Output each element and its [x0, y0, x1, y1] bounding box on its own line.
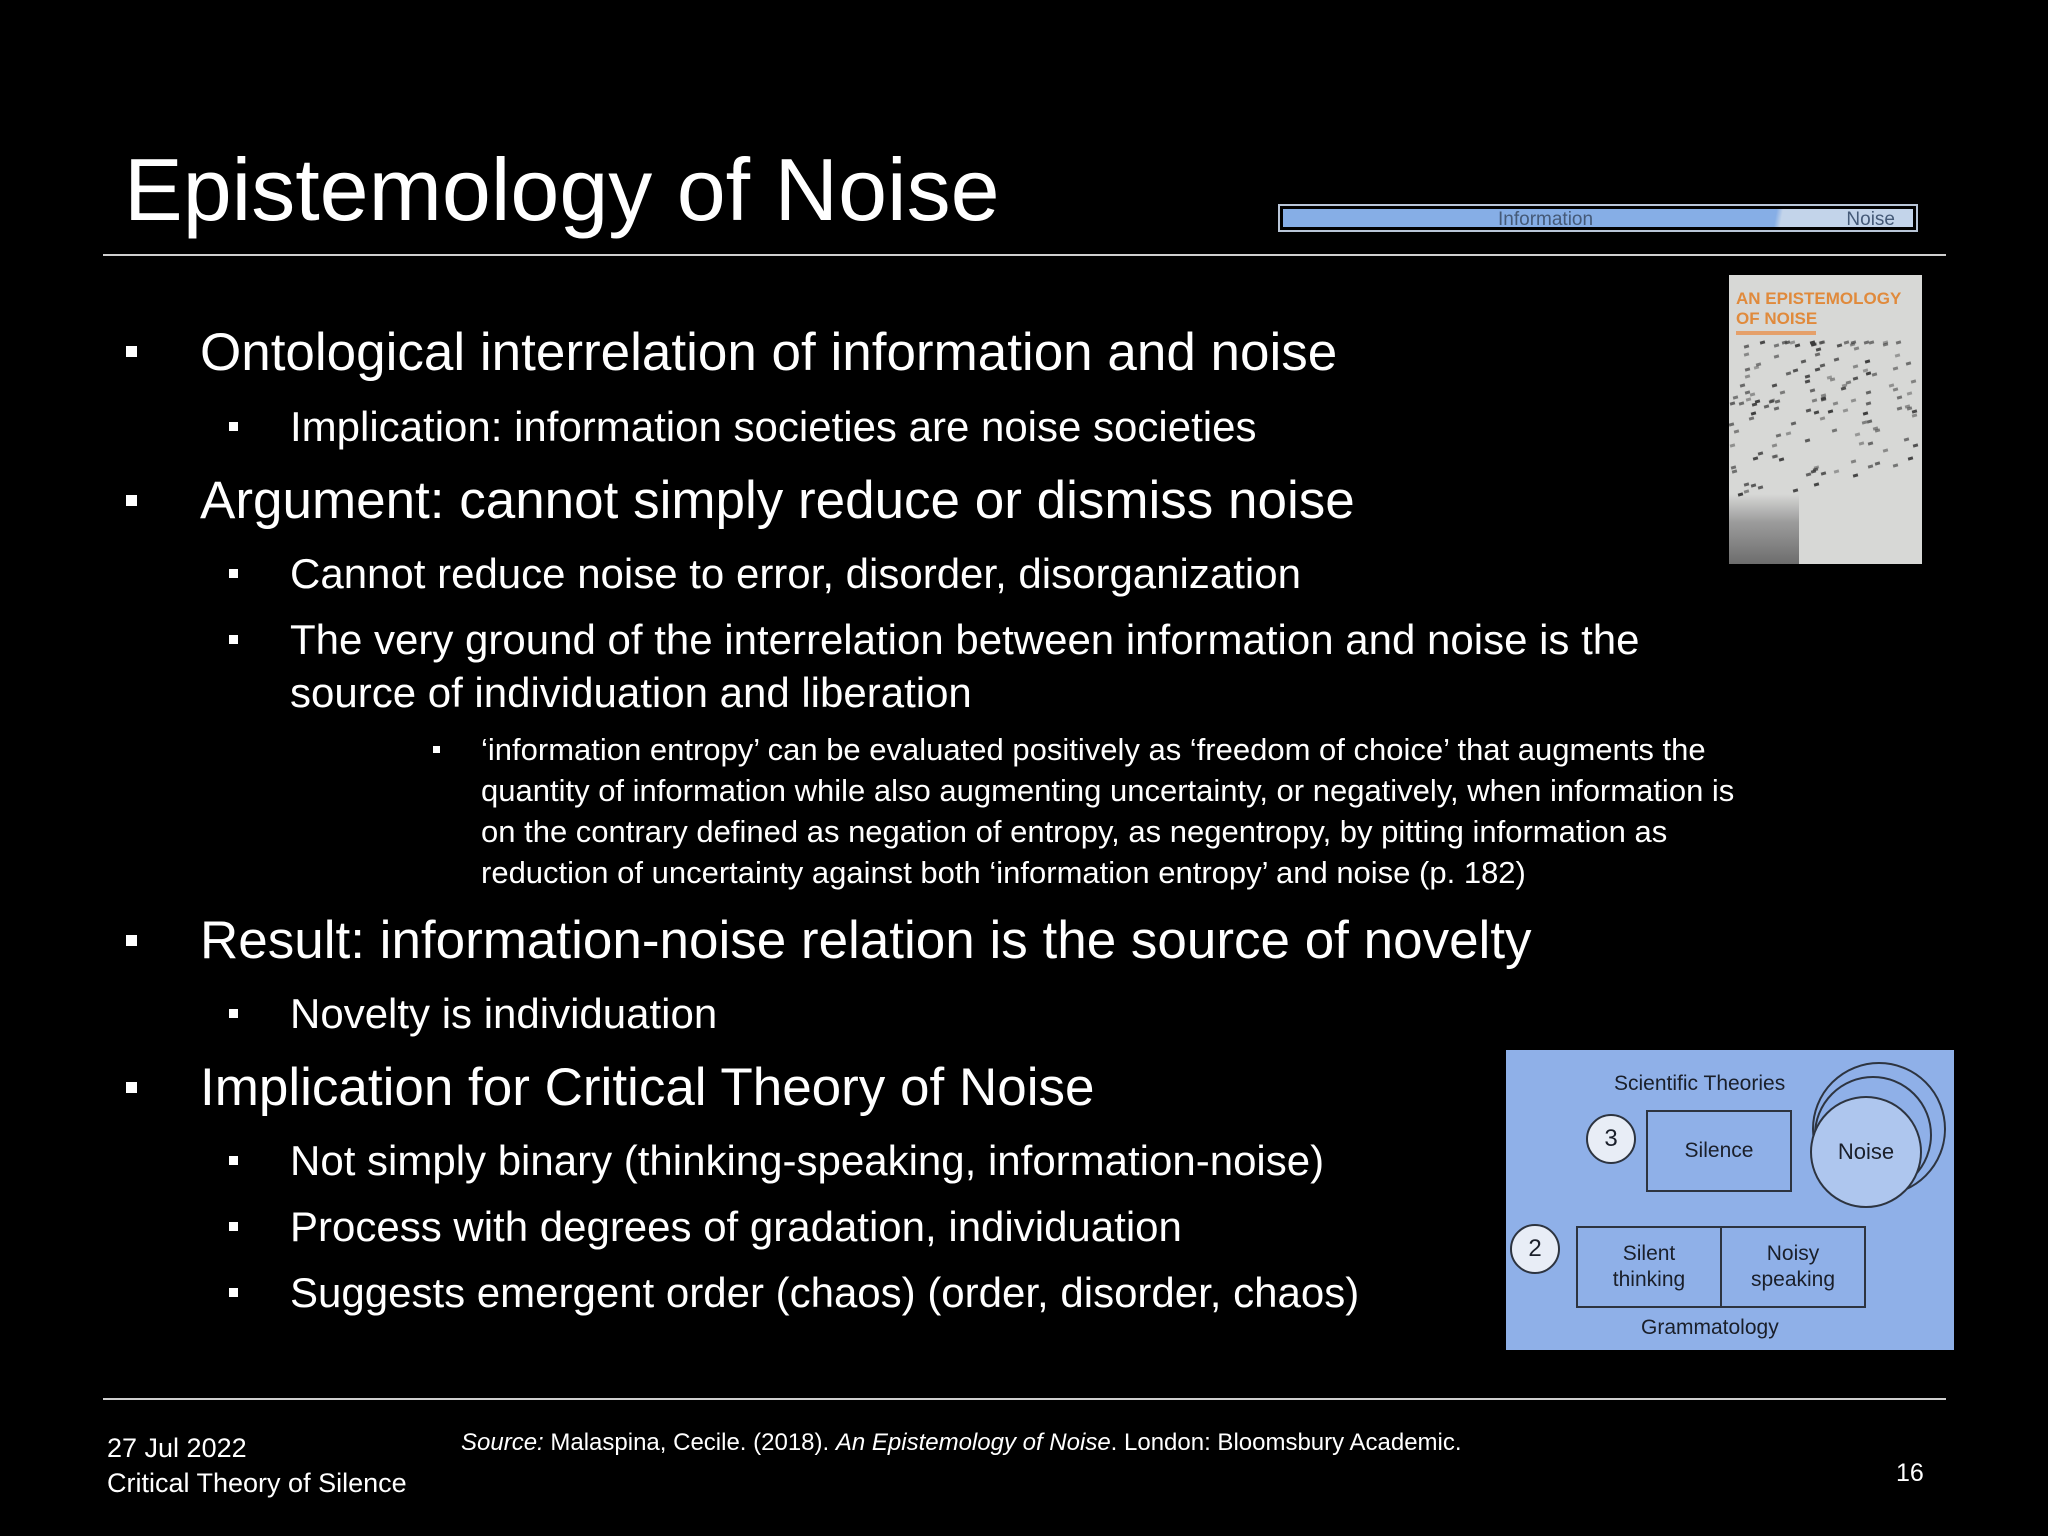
book-bird-mark: [1851, 399, 1857, 403]
bullet-marker: [229, 1288, 238, 1297]
book-bird-mark: [1751, 411, 1757, 415]
book-bird-mark: [1861, 420, 1867, 424]
book-bird-mark: [1908, 457, 1914, 461]
book-bird-mark: [1895, 340, 1901, 344]
book-bird-mark: [1774, 355, 1780, 359]
book-bird-mark: [1874, 462, 1880, 466]
diagram-number-2: 2: [1510, 1224, 1560, 1274]
book-bird-mark: [1868, 464, 1874, 468]
bullet-marker: [126, 495, 137, 506]
book-bird-mark: [1863, 412, 1869, 416]
book-bird-mark: [1738, 402, 1744, 406]
diagram-speaking-label: speaking: [1750, 1268, 1836, 1291]
book-bird-mark: [1752, 456, 1758, 460]
book-bird-mark: [1733, 395, 1739, 399]
book-bird-mark: [1842, 408, 1848, 412]
book-bird-mark: [1791, 421, 1797, 425]
book-bird-mark: [1819, 416, 1825, 420]
book-bird-mark: [1744, 352, 1750, 356]
book-bird-mark: [1911, 379, 1917, 383]
diagram-noisy-label: Noisy: [1766, 1242, 1820, 1265]
book-bird-mark: [1866, 390, 1872, 394]
book-bird-mark: [1743, 482, 1749, 486]
book-bird-mark: [1889, 383, 1895, 387]
bullet-marker: [229, 1156, 238, 1165]
book-bird-mark: [1821, 397, 1827, 401]
book-bird-mark: [1739, 383, 1745, 387]
information-noise-spectrum: [1278, 204, 1918, 232]
quote-line-3: on the contrary defined as negation of entropy, as negentropy, by pitting information as: [481, 814, 1668, 849]
book-bird-mark: [1821, 471, 1827, 475]
book-bird-mark: [1751, 484, 1757, 488]
book-bird-mark: [1865, 360, 1871, 364]
book-bird-mark: [1793, 369, 1799, 373]
quote-line-2: quantity of information while also augmenting uncertainty, or negatively, when information is: [481, 773, 1735, 808]
quote-line-1: ‘information entropy’ can be evaluated positively as ‘freedom of choice’ that augments the: [481, 732, 1706, 767]
book-bird-mark: [1815, 347, 1821, 351]
book-bird-mark: [1772, 443, 1778, 447]
book-bird-mark: [1892, 387, 1898, 391]
book-bird-mark: [1745, 398, 1751, 402]
bullet-very-ground-line2: source of individuation and liberation: [290, 669, 972, 716]
book-bird-mark: [1814, 352, 1820, 356]
book-bird-mark: [1786, 372, 1792, 376]
slide-title: Epistemology of Noise: [124, 140, 1000, 239]
book-bird-mark: [1757, 452, 1763, 456]
diagram-number-3: 3: [1586, 1114, 1636, 1164]
book-bird-mark: [1834, 358, 1840, 362]
book-bird-mark: [1776, 433, 1782, 437]
bullet-very-ground-line1: The very ground of the interrelation between information and noise is the: [290, 616, 1640, 663]
bullet-cannot-reduce: Cannot reduce noise to error, disorder, disorganization: [290, 550, 1301, 597]
bullet-marker: [229, 1222, 238, 1231]
bullet-implication-critical: Implication for Critical Theory of Noise: [200, 1058, 1095, 1117]
book-bird-mark: [1774, 406, 1780, 410]
book-bird-mark: [1729, 422, 1734, 426]
book-bird-mark: [1820, 363, 1826, 367]
bullet-marker: [229, 635, 238, 644]
book-bird-mark: [1755, 400, 1761, 404]
spectrum-noise-label: Noise: [1846, 209, 1895, 230]
book-bird-mark: [1866, 401, 1872, 405]
bullet-marker: [126, 1082, 137, 1093]
book-bird-mark: [1805, 379, 1811, 383]
book-bird-mark: [1744, 367, 1750, 371]
footer-course-title: Critical Theory of Silence: [107, 1468, 407, 1498]
book-bird-mark: [1906, 391, 1912, 395]
book-bird-mark: [1855, 432, 1861, 436]
book-bird-mark: [1845, 380, 1851, 384]
source-author: Malaspina, Cecile. (2018).: [543, 1429, 836, 1456]
book-bird-mark: [1793, 488, 1799, 492]
source-book-title: An Epistemology of Noise: [835, 1429, 1111, 1456]
book-bird-mark: [1774, 344, 1780, 348]
book-bird-mark: [1827, 409, 1833, 413]
book-bird-mark: [1853, 364, 1859, 368]
book-bird-mark: [1869, 340, 1875, 344]
diagram-scientific-theories-label: Scientific Theories: [1614, 1072, 1786, 1095]
book-bird-mark: [1801, 359, 1807, 363]
diagram-grammatology-label: Grammatology: [1641, 1316, 1779, 1339]
bullet-emergent-order: Suggests emergent order (chaos) (order, disorder, chaos): [290, 1269, 1360, 1316]
diagram-noisy-speaking-box: [1720, 1226, 1866, 1308]
book-bird-mark: [1897, 407, 1903, 411]
book-bird-mark: [1750, 393, 1756, 397]
bullet-result: Result: information-noise relation is the source of novelty: [200, 911, 1532, 970]
book-bird-mark: [1819, 340, 1825, 344]
book-bird-mark: [1849, 342, 1855, 346]
book-bird-mark: [1872, 372, 1878, 376]
book-cover-title: AN EPISTEMOLOGY OF NOISE: [1736, 289, 1901, 328]
book-bird-mark: [1806, 472, 1812, 476]
book-bird-mark: [1779, 457, 1785, 461]
book-bird-mark: [1854, 346, 1860, 350]
diagram-silent-thinking-box: [1576, 1226, 1722, 1308]
book-bird-mark: [1813, 482, 1819, 486]
book-bird-mark: [1732, 470, 1738, 474]
book-bird-mark: [1853, 473, 1859, 477]
source-publisher: . London: Bloomsbury Academic.: [1110, 1429, 1462, 1456]
bullet-marker: [433, 746, 440, 753]
book-cover-image: [1729, 275, 1922, 564]
book-bird-mark: [1744, 345, 1750, 349]
book-bird-mark: [1730, 402, 1736, 406]
bullet-marker: [229, 422, 238, 431]
book-bird-mark: [1893, 367, 1899, 371]
spectrum-information-label: Information: [1498, 209, 1594, 230]
book-bird-mark: [1755, 363, 1761, 367]
book-bird-mark: [1853, 377, 1859, 381]
diagram-noise-circle: Noise: [1810, 1096, 1922, 1208]
book-bird-mark: [1758, 486, 1764, 490]
footer-date: 27 Jul 2022: [107, 1433, 247, 1463]
bullet-gradation: Process with degrees of gradation, individuation: [290, 1203, 1182, 1250]
bullet-marker: [229, 1009, 238, 1018]
book-bird-mark: [1780, 391, 1786, 395]
book-bird-mark: [1745, 375, 1751, 379]
book-bird-mark: [1893, 463, 1899, 467]
book-bird-mark: [1771, 383, 1777, 387]
book-bird-mark: [1867, 419, 1873, 423]
book-bird-mark: [1913, 443, 1919, 447]
book-bird-mark: [1851, 459, 1857, 463]
footer-divider: [103, 1398, 1946, 1400]
book-bird-mark: [1815, 367, 1821, 371]
bullet-novelty: Novelty is individuation: [290, 990, 718, 1037]
bullet-marker: [126, 346, 137, 357]
book-bird-mark: [1912, 413, 1918, 417]
book-bird-mark: [1729, 443, 1735, 447]
spectrum-gradient: [1283, 209, 1913, 230]
book-bird-mark: [1882, 449, 1888, 453]
book-bird-mark: [1882, 342, 1888, 346]
bullet-marker: [126, 935, 137, 946]
source-prefix: Source:: [461, 1429, 544, 1456]
book-bird-mark: [1805, 438, 1811, 442]
book-cover-ground: [1729, 494, 1799, 564]
bullet-implication-societies: Implication: information societies are noise societies: [290, 403, 1257, 450]
book-bird-mark: [1837, 344, 1843, 348]
book-cover-author-bar: [1736, 331, 1816, 335]
bullet-ontological: Ontological interrelation of information and noise: [200, 323, 1338, 382]
book-bird-mark: [1786, 431, 1792, 435]
book-bird-mark: [1806, 409, 1812, 413]
book-bird-mark: [1905, 361, 1911, 365]
book-bird-mark: [1904, 438, 1910, 442]
book-bird-mark: [1894, 354, 1900, 358]
book-bird-mark: [1812, 398, 1818, 402]
silence-noise-diagram: [1506, 1050, 1954, 1350]
book-bird-mark: [1858, 441, 1864, 445]
book-bird-mark: [1749, 417, 1755, 421]
title-divider: [103, 254, 1946, 256]
diagram-silent-label: Silent: [1622, 1242, 1676, 1265]
book-bird-mark: [1814, 410, 1820, 414]
book-bird-mark: [1734, 429, 1740, 433]
bullet-argument: Argument: cannot simply reduce or dismiss noise: [200, 471, 1355, 530]
book-bird-mark: [1834, 469, 1840, 473]
book-bird-mark: [1810, 388, 1816, 392]
book-bird-mark: [1760, 340, 1766, 344]
diagram-thinking-label: thinking: [1612, 1268, 1686, 1291]
page-number: 16: [1896, 1459, 1924, 1487]
book-bird-mark: [1775, 399, 1781, 403]
book-bird-mark: [1832, 402, 1838, 406]
diagram-silence-box: Silence: [1646, 1110, 1792, 1192]
quote-line-4: reduction of uncertainty against both ‘information entropy’ and noise (p. 182): [481, 855, 1526, 890]
book-bird-mark: [1831, 428, 1837, 432]
book-bird-mark: [1795, 343, 1801, 347]
bullet-not-binary: Not simply binary (thinking-speaking, information-noise): [290, 1137, 1325, 1184]
book-bird-mark: [1764, 404, 1770, 408]
book-bird-mark: [1868, 442, 1874, 446]
footer-source-citation: [461, 1428, 1462, 1458]
book-bird-mark: [1896, 395, 1902, 399]
bullet-marker: [229, 569, 238, 578]
